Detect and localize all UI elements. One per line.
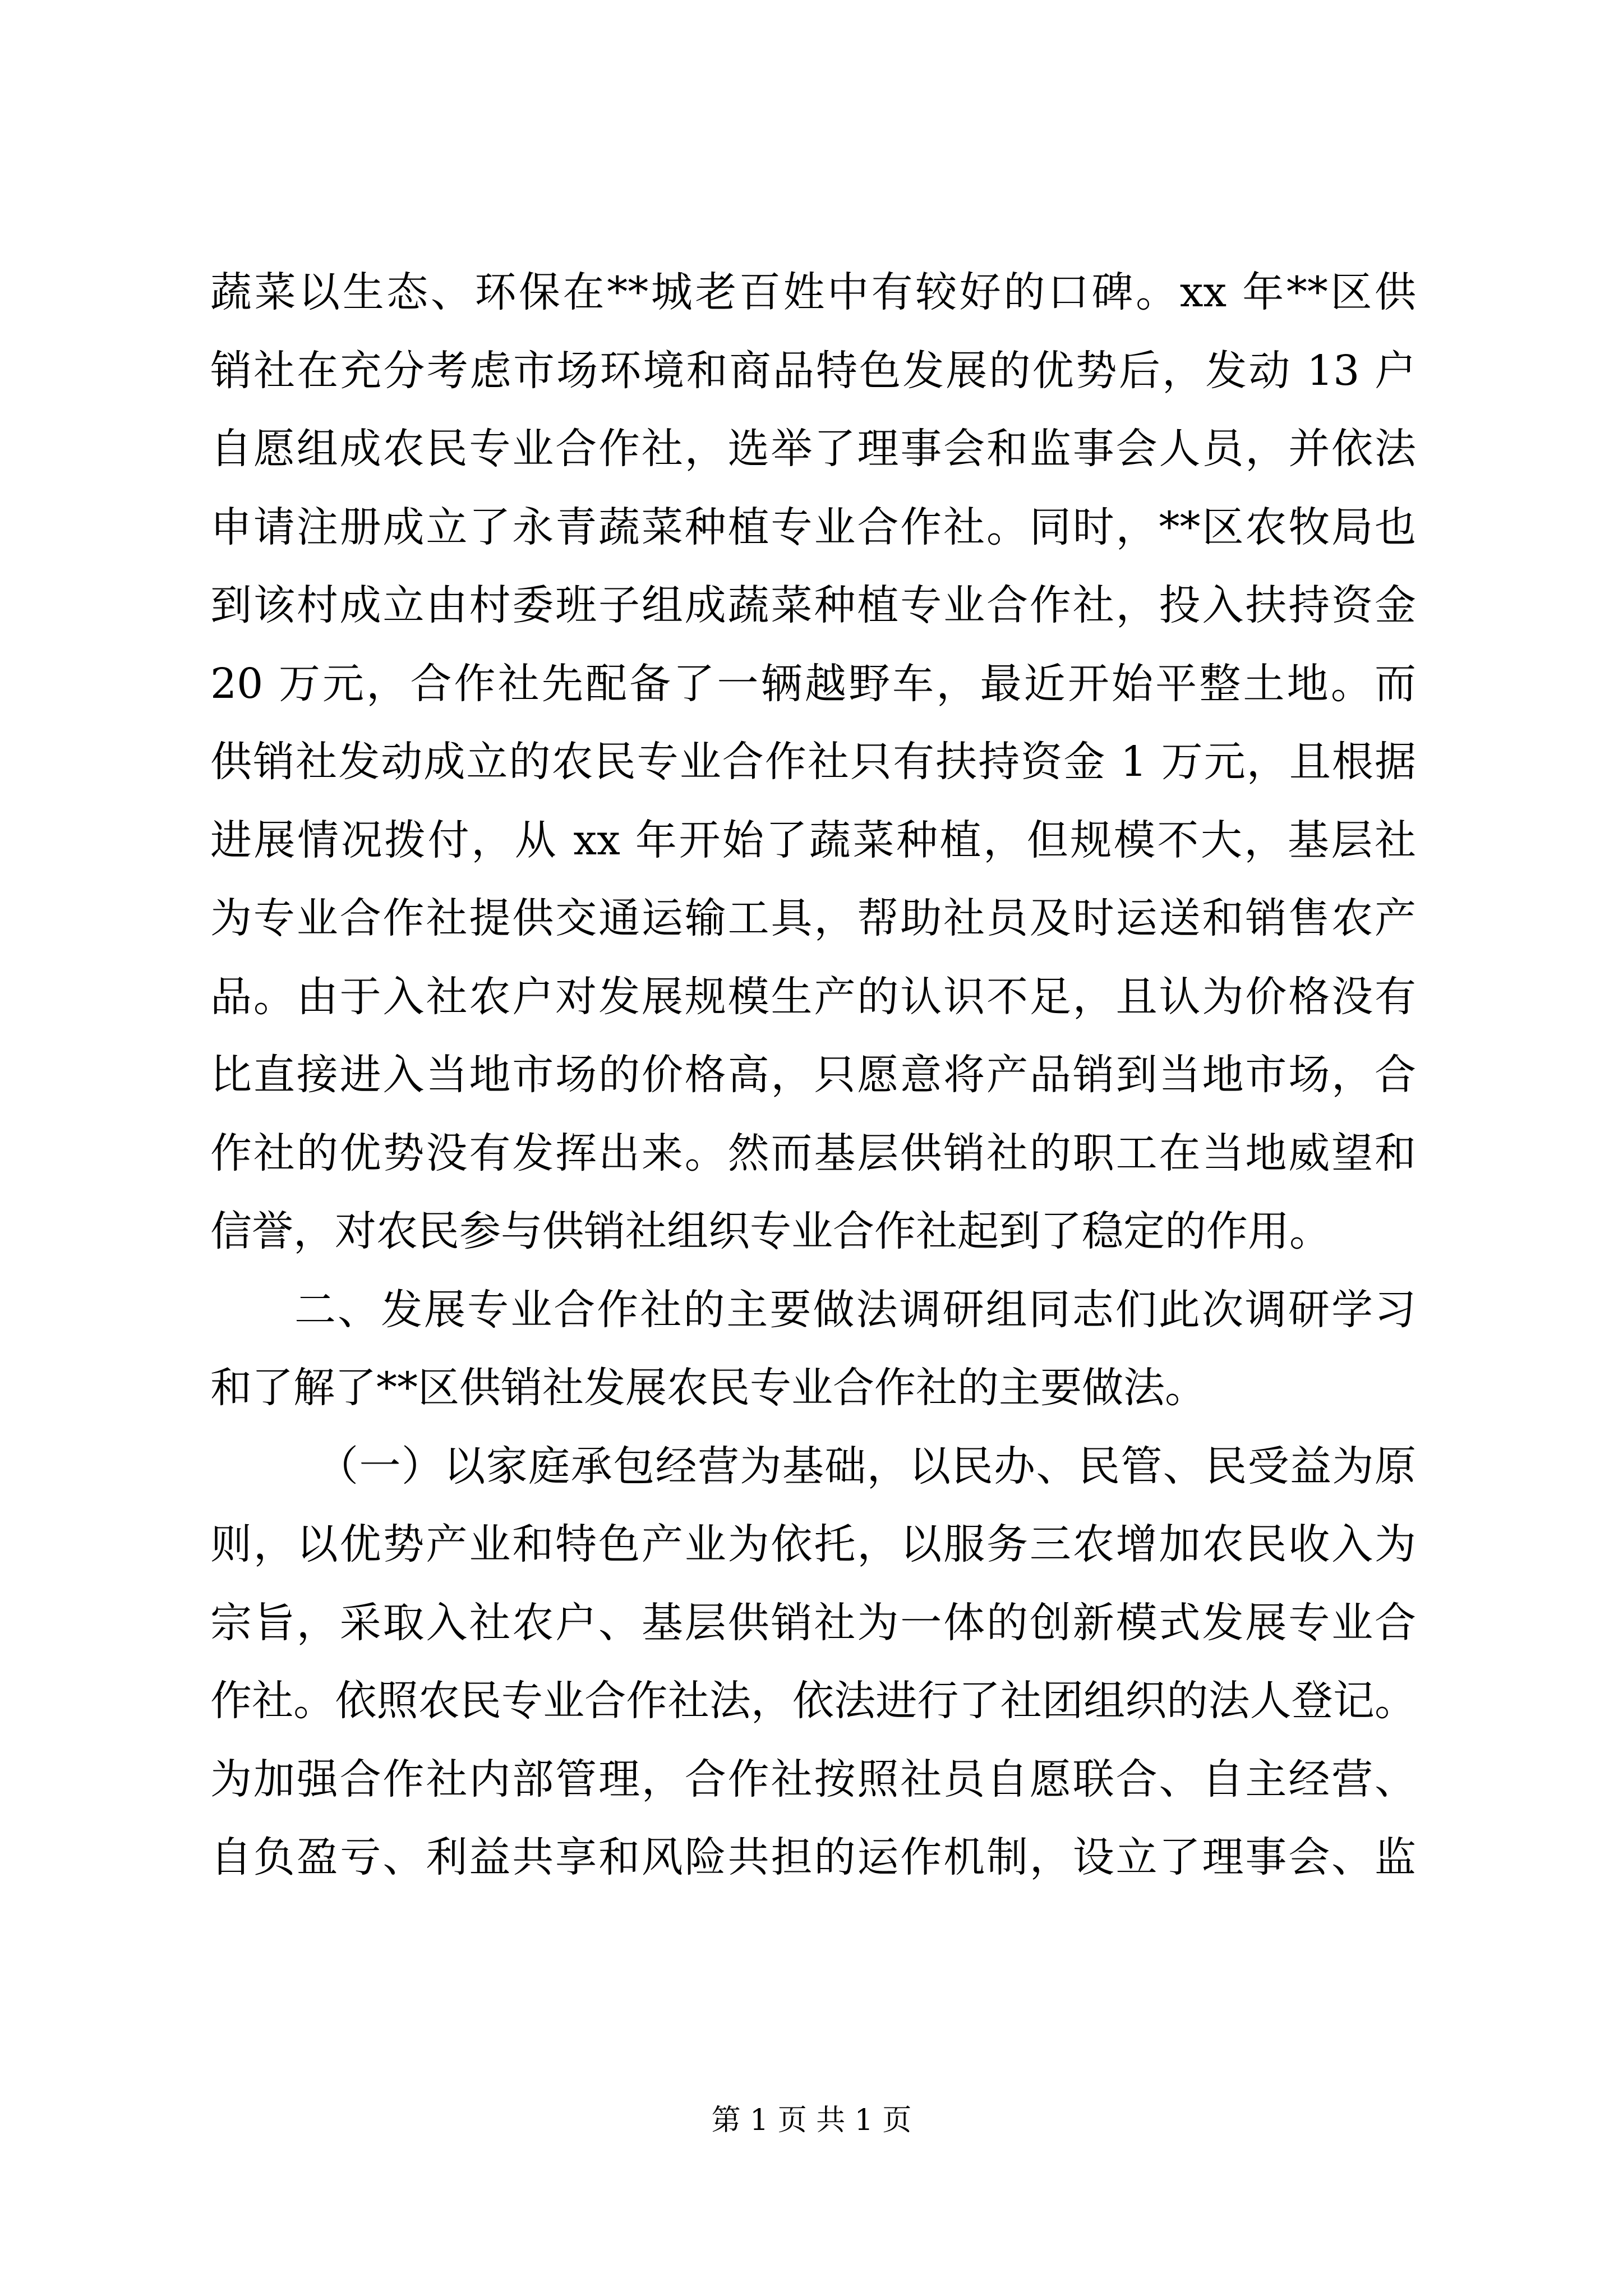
text-line: 比直接进入当地市场的价格高，只愿意将产品销到当地市场，合 <box>210 1051 1416 1099</box>
text-line: 进展情况拨付，从 xx 年开始了蔬菜种植，但规模不大，基层社 <box>210 816 1416 864</box>
section-heading-line: 二、发展专业合作社的主要做法调研组同志们此次调研学习 <box>294 1285 1416 1334</box>
text-line: 自负盈亏、利益共享和风险共担的运作机制，设立了理事会、监 <box>210 1833 1416 1881</box>
text-line-paragraph-end: 信誉，对农民参与供销社组织专业合作社起到了稳定的作用。 <box>210 1207 1331 1255</box>
text-line: 为加强合作社内部管理，合作社按照社员自愿联合、自主经营、 <box>210 1755 1416 1803</box>
page-footer <box>0 2101 1623 2140</box>
subsection-heading-line: （一）以家庭承包经营为基础，以民办、民管、民受益为原 <box>317 1442 1416 1490</box>
text-line: 申请注册成立了永青蔬菜种植专业合作社。同时，**区农牧局也 <box>210 503 1416 551</box>
text-line: 为专业合作社提供交通运输工具，帮助社员及时运送和销售农产 <box>210 894 1416 942</box>
page-number-label: 第 1 页 共 1 页 <box>711 2104 912 2137</box>
text-line: 作社。依照农民专业合作社法，依法进行了社团组织的法人登记。 <box>210 1677 1416 1725</box>
text-line: 品。由于入社农户对发展规模生产的认识不足，且认为价格没有 <box>210 972 1416 1021</box>
text-line: 20 万元，合作社先配备了一辆越野车，最近开始平整土地。而 <box>210 659 1416 708</box>
text-line: 蔬菜以生态、环保在**城老百姓中有较好的口碑。xx 年**区供 <box>210 268 1416 316</box>
text-line: 则，以优势产业和特色产业为依托，以服务三农增加农民收入为 <box>210 1520 1416 1568</box>
text-line: 作社的优势没有发挥出来。然而基层供销社的职工在当地威望和 <box>210 1129 1416 1177</box>
text-line: 销社在充分考虑市场环境和商品特色发展的优势后，发动 13 户 <box>210 346 1416 395</box>
document-body <box>210 254 1416 1897</box>
text-line: 到该村成立由村委班子组成蔬菜种植专业合作社，投入扶持资金 <box>210 581 1416 629</box>
text-line: 宗旨，采取入社农户、基层供销社为一体的创新模式发展专业合 <box>210 1598 1416 1647</box>
text-line: 供销社发动成立的农民专业合作社只有扶持资金 1 万元，且根据 <box>210 738 1416 786</box>
text-line: 自愿组成农民专业合作社，选举了理事会和监事会人员，并依法 <box>210 425 1416 473</box>
text-line-paragraph-end: 和了解了**区供销社发展农民专业合作社的主要做法。 <box>210 1364 1206 1412</box>
